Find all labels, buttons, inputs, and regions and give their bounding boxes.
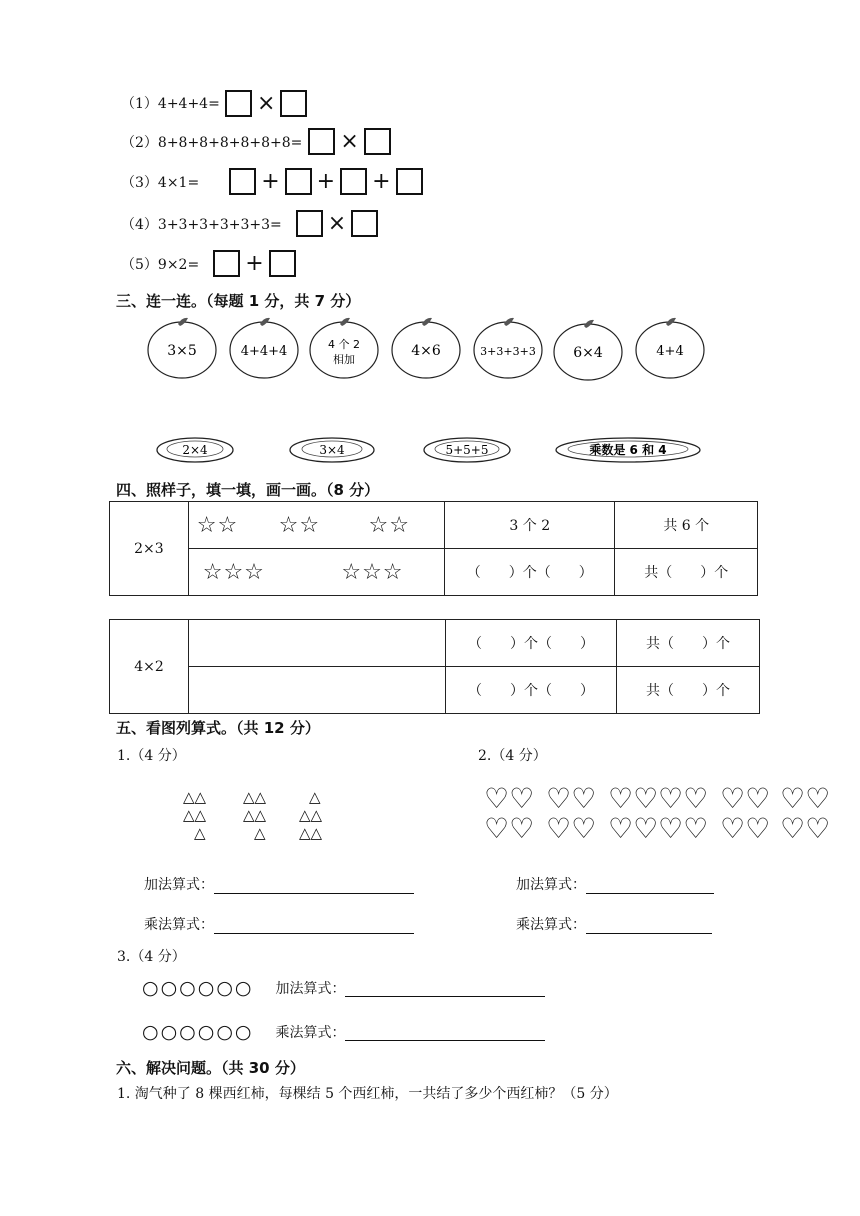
triangle-group: △ — [309, 788, 321, 806]
fill-item-5 — [121, 250, 296, 277]
triangle-figure — [183, 789, 343, 845]
heart-group: ♡♡ — [484, 812, 535, 845]
star-group: ☆☆ — [278, 512, 321, 538]
fill-item-label: （2）8+8+8+8+8+8+8= — [121, 134, 303, 151]
star-group: ☆☆ — [368, 512, 410, 538]
plate-3[interactable] — [424, 438, 510, 462]
apple-label: 4+4 — [656, 344, 684, 359]
groups-blank[interactable]: （ ）个（ ） — [446, 667, 617, 714]
plate-1[interactable] — [157, 438, 233, 462]
add-answer-line[interactable] — [345, 980, 545, 997]
triangle-group: △△ — [183, 788, 207, 806]
heart-group: ♡♡ — [608, 782, 659, 815]
q3-row-1 — [142, 977, 545, 999]
plate-4[interactable] — [556, 438, 700, 462]
add-label: 加法算式： — [144, 877, 214, 893]
apple-2[interactable] — [230, 318, 298, 378]
heart-group: ♡♡ — [720, 812, 771, 845]
section-5-heading: 五、看图列算式。（共 12 分） — [116, 719, 320, 737]
fill-item-1 — [121, 87, 307, 119]
answer-box[interactable] — [351, 210, 378, 237]
draw-table — [109, 619, 760, 714]
q2-add-row — [516, 874, 714, 894]
total-blank[interactable]: 共（ ）个 — [615, 549, 758, 596]
fill-item-3 — [121, 168, 423, 195]
total-text: 共 6 个 — [615, 502, 758, 549]
heart-group: ♡♡ — [720, 782, 771, 815]
apple-label: 4×6 — [411, 343, 441, 359]
answer-box[interactable] — [285, 168, 312, 195]
circle-group: ○○○○○○ — [142, 1021, 254, 1043]
fill-item-2 — [121, 128, 391, 155]
triangle-group: △△ — [243, 788, 267, 806]
add-answer-line[interactable] — [214, 877, 414, 894]
heart-group: ♡♡ — [658, 812, 709, 845]
mul-answer-line[interactable] — [586, 917, 712, 934]
total-blank[interactable]: 共（ ）个 — [617, 667, 760, 714]
q1-add-row — [144, 874, 414, 894]
q1-mul-row — [144, 914, 414, 934]
triangle-group: △ — [254, 824, 266, 842]
expression-cell: 4×2 — [110, 620, 189, 714]
section-4-heading: 四、照样子，填一填，画一画。（8 分） — [116, 481, 380, 499]
apple-label: 3+3+3+3 — [480, 345, 536, 358]
star-group: ☆☆☆ — [341, 559, 404, 585]
drawing-area[interactable] — [189, 620, 446, 667]
plate-label: 乘数是 6 和 4 — [589, 443, 667, 457]
plate-label: 5+5+5 — [445, 443, 489, 457]
triangle-group: △△ — [299, 824, 323, 842]
heart-group: ♡♡ — [546, 812, 597, 845]
mul-answer-line[interactable] — [345, 1024, 545, 1041]
apple-3[interactable] — [310, 318, 378, 378]
operator: + — [372, 169, 391, 194]
groups-text: 3 个 2 — [445, 502, 615, 549]
add-answer-line[interactable] — [586, 877, 714, 894]
answer-box[interactable] — [229, 168, 256, 195]
answer-box[interactable] — [396, 168, 423, 195]
example-table — [109, 501, 758, 596]
operator: × — [257, 90, 276, 116]
fill-item-label: （1）4+4+4= — [121, 96, 220, 112]
operator: × — [327, 211, 347, 236]
apple-label: 3×5 — [167, 343, 197, 359]
apple-7[interactable] — [636, 318, 704, 378]
apple-5[interactable] — [474, 318, 542, 378]
mul-label: 乘法算式： — [516, 917, 586, 933]
plate-2[interactable] — [290, 438, 374, 462]
heart-group: ♡♡ — [780, 782, 831, 815]
drawing-area[interactable] — [189, 667, 446, 714]
q3-row-2 — [142, 1021, 545, 1043]
question-3-label: 3.（4 分） — [117, 949, 186, 965]
heart-group: ♡♡ — [484, 782, 535, 815]
fill-item-4 — [121, 210, 378, 237]
q2-mul-row — [516, 914, 712, 934]
expression-cell: 2×3 — [110, 502, 189, 596]
add-label: 加法算式： — [275, 981, 346, 997]
apple-label: 相加 — [333, 353, 355, 366]
star-group: ☆☆ — [196, 512, 239, 538]
apples-row — [140, 312, 720, 382]
apple-label: 6×4 — [573, 345, 603, 361]
operator: + — [261, 169, 280, 194]
heart-group: ♡♡ — [546, 782, 597, 815]
problem-1-text: 1. 淘气种了 8 棵西红柿，每棵结 5 个西红柿，一共结了多少个西红柿？（5 分） — [117, 1086, 618, 1102]
fill-section — [121, 87, 307, 119]
triangle-group: △△ — [243, 806, 267, 824]
operator: + — [245, 251, 264, 276]
stars-row-1 — [188, 502, 444, 549]
section-6-heading: 六、解决问题。（共 30 分） — [116, 1059, 305, 1077]
fill-item-label: （4）3+3+3+3+3+3= — [121, 216, 282, 233]
question-1-label: 1.（4 分） — [117, 748, 186, 764]
heart-group: ♡♡ — [658, 782, 709, 815]
apple-4[interactable] — [392, 318, 460, 378]
fill-item-label: （5）9×2= — [121, 256, 200, 273]
groups-blank[interactable]: （ ）个（ ） — [445, 549, 615, 596]
star-group: ☆☆☆ — [202, 559, 265, 585]
mul-label: 乘法算式： — [275, 1025, 346, 1041]
apple-1[interactable] — [148, 318, 216, 378]
circle-group: ○○○○○○ — [142, 977, 254, 999]
answer-box[interactable] — [213, 250, 240, 277]
heart-group: ♡♡ — [608, 812, 659, 845]
answer-box[interactable] — [340, 168, 367, 195]
mul-answer-line[interactable] — [214, 917, 414, 934]
add-label: 加法算式： — [516, 877, 586, 893]
heart-group: ♡♡ — [780, 812, 831, 845]
answer-box[interactable] — [225, 90, 252, 117]
operator: × — [340, 129, 359, 154]
triangle-group: △△ — [299, 806, 323, 824]
fill-item-label: （3）4×1= — [121, 174, 200, 191]
answer-box[interactable] — [364, 128, 391, 155]
plate-label: 3×4 — [319, 443, 345, 457]
operator: + — [316, 169, 336, 194]
triangle-group: △△ — [183, 806, 207, 824]
total-blank[interactable]: 共（ ）个 — [617, 620, 760, 667]
stars-row-2 — [188, 549, 444, 596]
groups-blank[interactable]: （ ）个（ ） — [446, 620, 617, 667]
heart-figure — [484, 782, 831, 846]
answer-box[interactable] — [296, 210, 323, 237]
question-2-label: 2.（4 分） — [478, 748, 547, 764]
answer-box[interactable] — [280, 90, 307, 117]
triangle-group: △ — [194, 824, 206, 842]
answer-box[interactable] — [308, 128, 335, 155]
plate-label: 2×4 — [182, 443, 208, 457]
section-3-heading: 三、连一连。（每题 1 分，共 7 分） — [116, 292, 361, 310]
apple-6[interactable] — [554, 320, 622, 380]
mul-label: 乘法算式： — [144, 917, 214, 933]
plates-row — [150, 430, 710, 470]
apple-label: 4+4+4 — [240, 344, 288, 359]
apple-label: 4 个 2 — [328, 338, 360, 351]
answer-box[interactable] — [269, 250, 296, 277]
